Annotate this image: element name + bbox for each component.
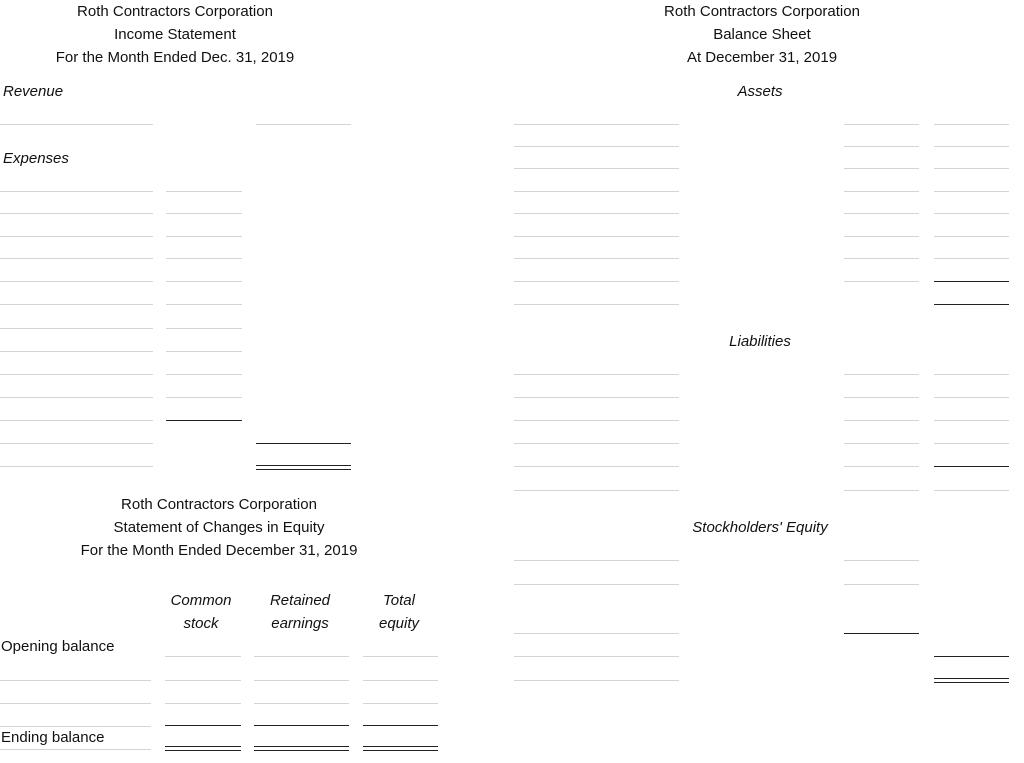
se-retained-earnings-cell[interactable] <box>254 680 349 681</box>
se-retained-earnings-double-underline[interactable] <box>254 746 349 751</box>
bs-liability-account-line[interactable] <box>514 443 679 444</box>
bs-liability-amount-line[interactable] <box>844 443 919 444</box>
se-title: Statement of Changes in Equity <box>113 519 325 536</box>
se-opening-balance-label: Opening balance <box>1 638 115 655</box>
is-expense-amount-line[interactable] <box>166 374 242 375</box>
is-expense-amount-line[interactable] <box>166 351 242 352</box>
is-expense-amount-line[interactable] <box>166 328 242 329</box>
se-row-label-line[interactable] <box>0 703 151 704</box>
bs-equity-amount-line[interactable] <box>844 584 919 585</box>
bs-liability-total-line[interactable] <box>934 397 1009 398</box>
bs-liability-account-line[interactable] <box>514 374 679 375</box>
bs-asset-account-line[interactable] <box>514 258 679 259</box>
se-period: For the Month Ended December 31, 2019 <box>80 542 358 559</box>
bs-total-equity-label-line[interactable] <box>514 633 679 634</box>
is-revenue-entry-line[interactable] <box>0 124 153 125</box>
bs-asset-total-line[interactable] <box>934 168 1009 169</box>
is-expense-account-line[interactable] <box>0 443 153 444</box>
bs-liability-amount-line[interactable] <box>844 490 919 491</box>
is-expense-account-line[interactable] <box>0 420 153 421</box>
bs-asset-account-line[interactable] <box>514 168 679 169</box>
is-period: For the Month Ended Dec. 31, 2019 <box>55 49 295 66</box>
se-common-stock-cell[interactable] <box>165 656 241 657</box>
is-revenue-label: Revenue <box>3 83 64 100</box>
bs-total-assets-label-line[interactable] <box>514 304 679 305</box>
bs-title: Balance Sheet <box>713 26 811 43</box>
bs-asset-total-line[interactable] <box>934 191 1009 192</box>
bs-total-equity-underline[interactable] <box>934 656 1009 657</box>
bs-asset-amount-line[interactable] <box>844 258 919 259</box>
is-expense-amount-line[interactable] <box>166 236 242 237</box>
bs-liability-account-line[interactable] <box>514 420 679 421</box>
bs-asset-account-line[interactable] <box>514 236 679 237</box>
se-common-stock-underline[interactable] <box>165 725 241 726</box>
bs-equity-label: Stockholders' Equity <box>692 519 828 536</box>
is-expense-account-line[interactable] <box>0 213 153 214</box>
bs-asset-account-line[interactable] <box>514 146 679 147</box>
se-row-label-line[interactable] <box>0 726 151 727</box>
bs-asset-account-line[interactable] <box>514 213 679 214</box>
is-expense-account-line[interactable] <box>0 397 153 398</box>
bs-equity-account-line[interactable] <box>514 560 679 561</box>
is-net-income-double-underline[interactable] <box>256 465 351 470</box>
se-col-common-stock-line2: stock <box>183 615 219 632</box>
is-expense-subtotal-underline[interactable] <box>166 420 242 421</box>
bs-liability-total-line[interactable] <box>934 374 1009 375</box>
is-expense-amount-line[interactable] <box>166 304 242 305</box>
bs-total-liab-equity-label-line[interactable] <box>514 656 679 657</box>
se-retained-earnings-underline[interactable] <box>254 725 349 726</box>
is-expense-amount-line[interactable] <box>166 258 242 259</box>
bs-asset-total-line[interactable] <box>934 236 1009 237</box>
is-expense-amount-line[interactable] <box>166 397 242 398</box>
bs-asset-account-line[interactable] <box>514 124 679 125</box>
is-expense-amount-line[interactable] <box>166 281 242 282</box>
bs-liability-account-line[interactable] <box>514 397 679 398</box>
bs-liability-amount-line[interactable] <box>844 397 919 398</box>
bs-liability-amount-line[interactable] <box>844 420 919 421</box>
bs-asset-amount-line[interactable] <box>844 168 919 169</box>
bs-total-assets-underline[interactable] <box>934 304 1009 305</box>
bs-equity-amount-line[interactable] <box>844 560 919 561</box>
se-col-retained-earnings-line2: earnings <box>271 615 329 632</box>
se-total-equity-cell[interactable] <box>363 680 438 681</box>
se-common-stock-cell[interactable] <box>165 703 241 704</box>
is-revenue-total-line[interactable] <box>256 124 351 125</box>
se-retained-earnings-cell[interactable] <box>254 703 349 704</box>
is-company-name: Roth Contractors Corporation <box>77 3 273 20</box>
is-expense-account-line[interactable] <box>0 191 153 192</box>
bs-asset-account-line[interactable] <box>514 281 679 282</box>
se-col-total-equity-line2: equity <box>378 615 420 632</box>
bs-asset-amount-line[interactable] <box>844 124 919 125</box>
bs-asset-amount-line[interactable] <box>844 191 919 192</box>
se-total-equity-cell[interactable] <box>363 703 438 704</box>
bs-equity-account-line[interactable] <box>514 680 679 681</box>
bs-asset-amount-line[interactable] <box>844 236 919 237</box>
is-expense-account-line[interactable] <box>0 328 153 329</box>
is-expense-account-line[interactable] <box>0 374 153 375</box>
se-total-equity-underline[interactable] <box>363 725 438 726</box>
bs-liability-amount-line[interactable] <box>844 466 919 467</box>
bs-asset-total-line[interactable] <box>934 124 1009 125</box>
bs-asset-amount-line[interactable] <box>844 213 919 214</box>
is-expense-account-line[interactable] <box>0 281 153 282</box>
bs-liability-account-line[interactable] <box>514 466 679 467</box>
se-common-stock-cell[interactable] <box>165 680 241 681</box>
se-ending-balance-label: Ending balance <box>1 729 105 746</box>
se-col-retained-earnings-line1: Retained <box>269 592 331 609</box>
se-retained-earnings-cell[interactable] <box>254 656 349 657</box>
bs-equity-subtotal-underline[interactable] <box>844 633 919 634</box>
bs-liability-amount-line[interactable] <box>844 374 919 375</box>
se-row-label-line[interactable] <box>0 749 151 750</box>
is-expense-amount-line[interactable] <box>166 213 242 214</box>
bs-asset-total-line[interactable] <box>934 258 1009 259</box>
bs-liability-total-line[interactable] <box>934 443 1009 444</box>
bs-equity-account-line[interactable] <box>514 584 679 585</box>
bs-asset-total-line[interactable] <box>934 213 1009 214</box>
bs-asset-amount-line[interactable] <box>844 146 919 147</box>
is-expense-account-line[interactable] <box>0 236 153 237</box>
bs-liability-subtotal-underline[interactable] <box>934 466 1009 467</box>
bs-asset-amount-line[interactable] <box>844 281 919 282</box>
is-expenses-label: Expenses <box>3 150 69 167</box>
is-total-expenses-underline[interactable] <box>256 443 351 444</box>
is-expense-account-line[interactable] <box>0 351 153 352</box>
is-expense-account-line[interactable] <box>0 304 153 305</box>
se-col-total-equity-line1: Total <box>383 592 415 609</box>
bs-total-liab-equity-double-underline[interactable] <box>934 678 1009 683</box>
bs-company-name: Roth Contractors Corporation <box>664 3 860 20</box>
se-total-equity-double-underline[interactable] <box>363 746 438 751</box>
bs-asset-total-line[interactable] <box>934 146 1009 147</box>
bs-period: At December 31, 2019 <box>686 49 838 66</box>
is-net-income-label-line[interactable] <box>0 466 153 467</box>
bs-total-liabilities-label-line[interactable] <box>514 490 679 491</box>
bs-total-liabilities-line[interactable] <box>934 490 1009 491</box>
is-expense-amount-line[interactable] <box>166 191 242 192</box>
bs-asset-subtotal-underline[interactable] <box>934 281 1009 282</box>
bs-asset-account-line[interactable] <box>514 191 679 192</box>
se-company-name: Roth Contractors Corporation <box>121 496 317 513</box>
is-expense-account-line[interactable] <box>0 258 153 259</box>
se-row-label-line[interactable] <box>0 680 151 681</box>
se-col-common-stock-line1: Common <box>170 592 232 609</box>
is-title: Income Statement <box>114 26 236 43</box>
se-common-stock-double-underline[interactable] <box>165 746 241 751</box>
se-total-equity-cell[interactable] <box>363 656 438 657</box>
bs-assets-label: Assets <box>737 83 783 100</box>
bs-liabilities-label: Liabilities <box>729 333 791 350</box>
bs-liability-total-line[interactable] <box>934 420 1009 421</box>
